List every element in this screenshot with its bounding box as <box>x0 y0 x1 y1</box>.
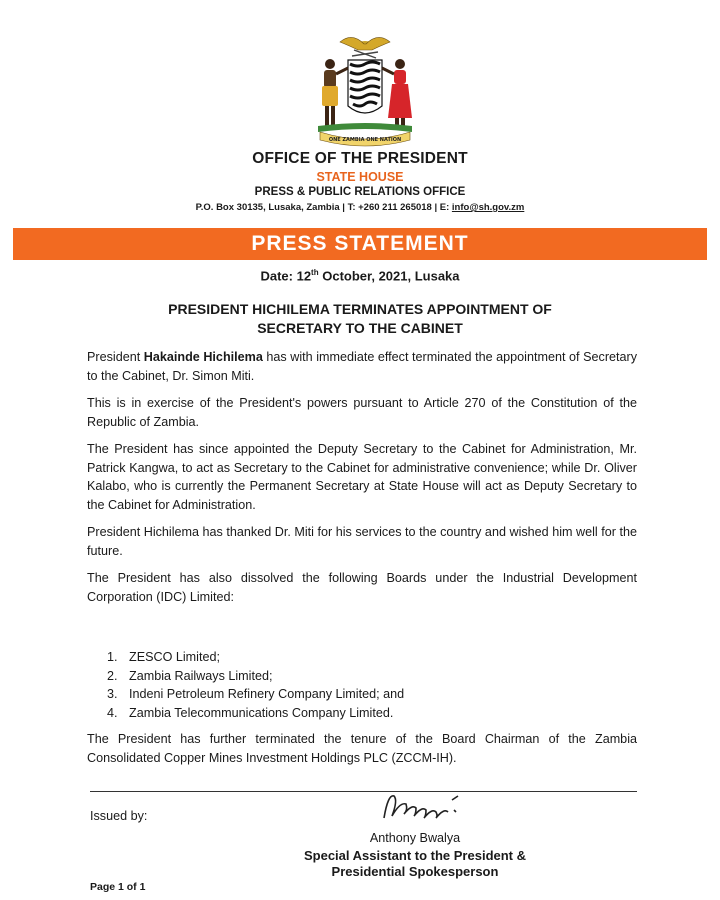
paragraph-5: The President has also dissolved the following Boards under the Industrial Development Corporation (IDC) Limited: <box>87 571 637 604</box>
list-text: ZESCO Limited; <box>129 650 220 664</box>
press-statement-banner: PRESS STATEMENT <box>13 228 707 260</box>
signature-icon <box>378 790 468 824</box>
date-suffix: th <box>311 268 319 277</box>
signatory-role-line-2: Presidential Spokesperson <box>331 864 499 879</box>
p1-pre: President <box>87 350 144 364</box>
coat-of-arms-icon <box>300 28 430 150</box>
p1-post: has with immediate effect terminated the appointment of Secretary to the Cabinet, Dr. Simon Miti. <box>87 350 638 383</box>
signatory-role-line-1: Special Assistant to the President & <box>303 848 527 863</box>
list-item <box>107 685 404 704</box>
list-number: 4. <box>107 705 118 720</box>
list-text: Zambia Railways Limited; <box>129 668 273 683</box>
list-number: 3. <box>107 687 118 701</box>
statement-body <box>87 348 637 615</box>
closing-paragraph: The President has further terminated the tenure of the Board Chairman of the Zambia Consolidated Copper Mines Investment Holdings PLC (ZCCM-IH). <box>87 732 637 765</box>
dissolved-boards-list <box>107 648 404 722</box>
office-title: OFFICE OF THE PRESIDENT <box>252 150 468 167</box>
page-number: Page 1 of 1 <box>90 881 146 893</box>
state-house-label: STATE HOUSE <box>316 170 404 184</box>
statement-date <box>0 268 720 283</box>
contact-details: P.O. Box 30135, Lusaka, Zambia | T: +260 211 265018 | E: <box>195 202 452 213</box>
signatory-name: Anthony Bwalya <box>369 831 461 845</box>
list-text: Zambia Telecommunications Company Limited. <box>129 705 394 720</box>
list-item <box>107 667 404 686</box>
paragraph-3: The President has since appointed the Deputy Secretary to the Cabinet for Administration, Mr. Patrick Kangwa, to act as Secretary to the Cabinet for administrative convenience; while Dr. Oliver Kalabo, who is currently the Permanent Secretary at State House will act as Deputy Secretary to the Cabinet for Administration. <box>87 442 637 512</box>
issued-by-label: Issued by: <box>90 809 148 823</box>
list-number: 2. <box>107 668 118 683</box>
list-text: Indeni Petroleum Refinery Company Limited; and <box>129 687 405 701</box>
statement-title <box>60 300 660 338</box>
title-line-2: SECRETARY TO THE CABINET <box>257 320 463 336</box>
divider <box>90 791 637 792</box>
list-item <box>107 648 404 667</box>
president-name: Hakainde Hichilema <box>143 350 263 364</box>
date-rest: October, 2021, Lusaka <box>318 268 460 284</box>
svg-text:ONE ZAMBIA ONE NATION: ONE ZAMBIA ONE NATION <box>328 137 402 143</box>
paragraph-2: This is in exercise of the President's powers pursuant to Article 270 of the Constitution of the Republic of Zambia. <box>87 396 637 429</box>
title-line-1: PRESIDENT HICHILEMA TERMINATES APPOINTMENT OF <box>168 301 552 317</box>
contact-line <box>0 202 720 213</box>
date-prefix: Date: 12 <box>260 268 312 284</box>
list-item <box>107 704 404 723</box>
press-office-label: PRESS & PUBLIC RELATIONS OFFICE <box>254 186 466 198</box>
email-link[interactable]: info@sh.gov.zm <box>451 202 525 213</box>
paragraph-1 <box>87 348 637 385</box>
list-number: 1. <box>107 650 118 664</box>
paragraph-4: President Hichilema has thanked Dr. Miti for his services to the country and wished him well for the future. <box>87 525 637 558</box>
